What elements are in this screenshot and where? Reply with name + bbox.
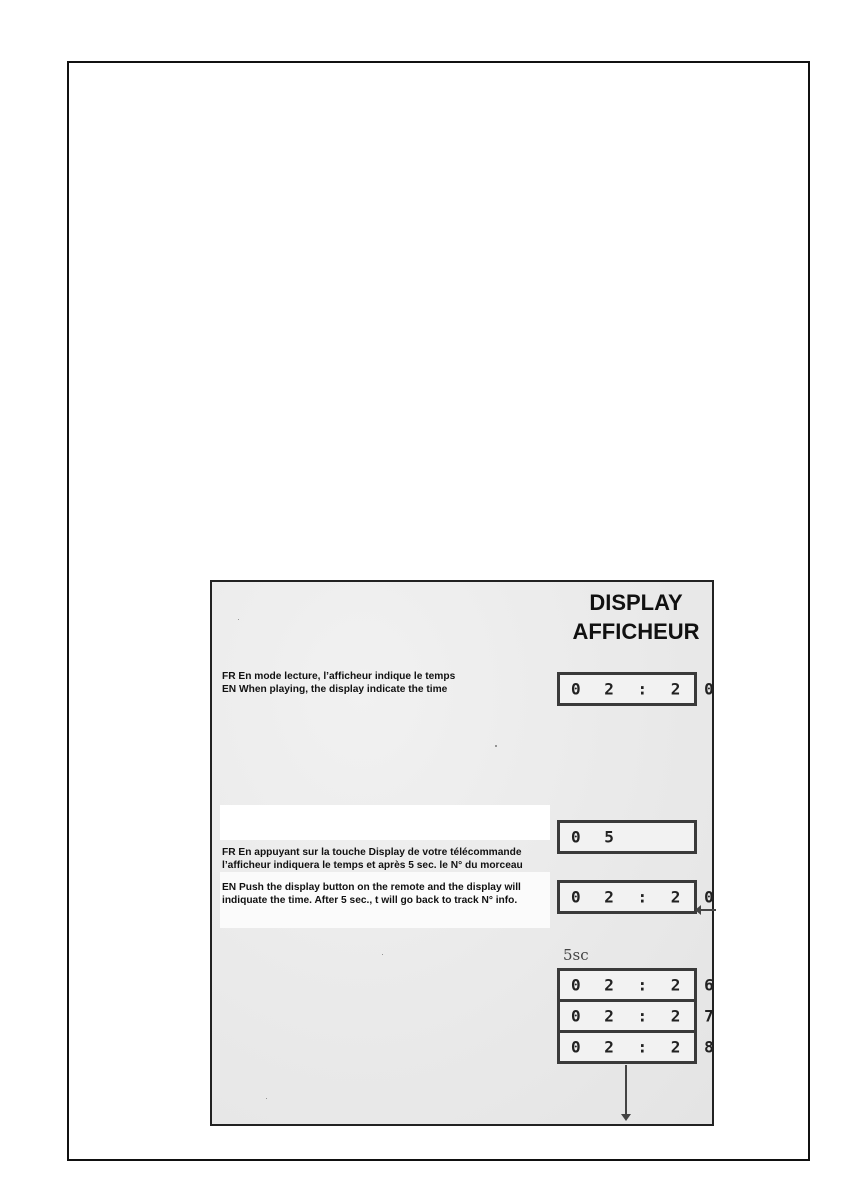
lcd-digits: 0 2 : 2 0 — [571, 679, 721, 699]
section1-en-line — [222, 683, 455, 696]
section2-en-line1 — [222, 881, 521, 894]
section2-fr-text — [222, 846, 523, 872]
scan-speck — [495, 745, 497, 747]
lcd-digits: 0 2 : 2 6 — [571, 975, 721, 995]
en-tag: EN — [222, 882, 237, 893]
section1-fr-text: En mode lecture, l’afficheur indique le temps — [235, 671, 456, 682]
display-title — [556, 588, 716, 646]
lcd-digits: 0 5 — [571, 827, 621, 847]
arrow-down-icon — [625, 1065, 627, 1117]
section1-fr-line — [222, 670, 455, 683]
scan-speck — [238, 619, 239, 620]
section1-en-text: When playing, the display indicate the time — [236, 684, 448, 695]
fr-tag: FR — [222, 671, 236, 682]
fr-tag: FR — [222, 847, 236, 858]
title-line-display: DISPLAY — [589, 590, 683, 615]
title-line-afficheur: AFFICHEUR — [572, 619, 700, 644]
lcd-digits: 0 2 : 2 8 — [571, 1037, 721, 1057]
section2-en-line2: indiquate the time. After 5 sec., t will go back to track N° info. — [222, 895, 518, 906]
display-illustration-panel — [210, 580, 721, 1126]
en-tag: EN — [222, 684, 237, 695]
delay-label: 5sc — [563, 946, 589, 964]
scan-speck — [266, 1098, 267, 1099]
scan-speck — [382, 954, 383, 955]
lcd-sequence-1 — [557, 968, 721, 1002]
lcd-digits: 0 2 : 2 0 — [571, 887, 721, 907]
arrow-left-icon — [700, 909, 716, 911]
lcd-pressed-time — [557, 880, 721, 914]
section2-fr-line2: l’afficheur indiquera le temps et après 5 sec. le N° du morceau — [222, 860, 523, 871]
lcd-track-number — [557, 820, 697, 854]
lcd-digits: 0 2 : 2 7 — [571, 1006, 721, 1026]
lcd-sequence-3 — [557, 1030, 721, 1064]
section2-fr-text-line1: En appuyant sur la touche Display de votre télécommande — [235, 847, 522, 858]
white-paste-strip — [220, 805, 550, 840]
section1-text — [222, 670, 455, 696]
section2-en-text-line1: Push the display button on the remote and the display will — [236, 882, 521, 893]
lcd-sequence-2 — [557, 999, 721, 1033]
lcd-playing-time — [557, 672, 721, 706]
section2-en-text — [222, 881, 521, 907]
section2-fr-line1 — [222, 846, 523, 859]
